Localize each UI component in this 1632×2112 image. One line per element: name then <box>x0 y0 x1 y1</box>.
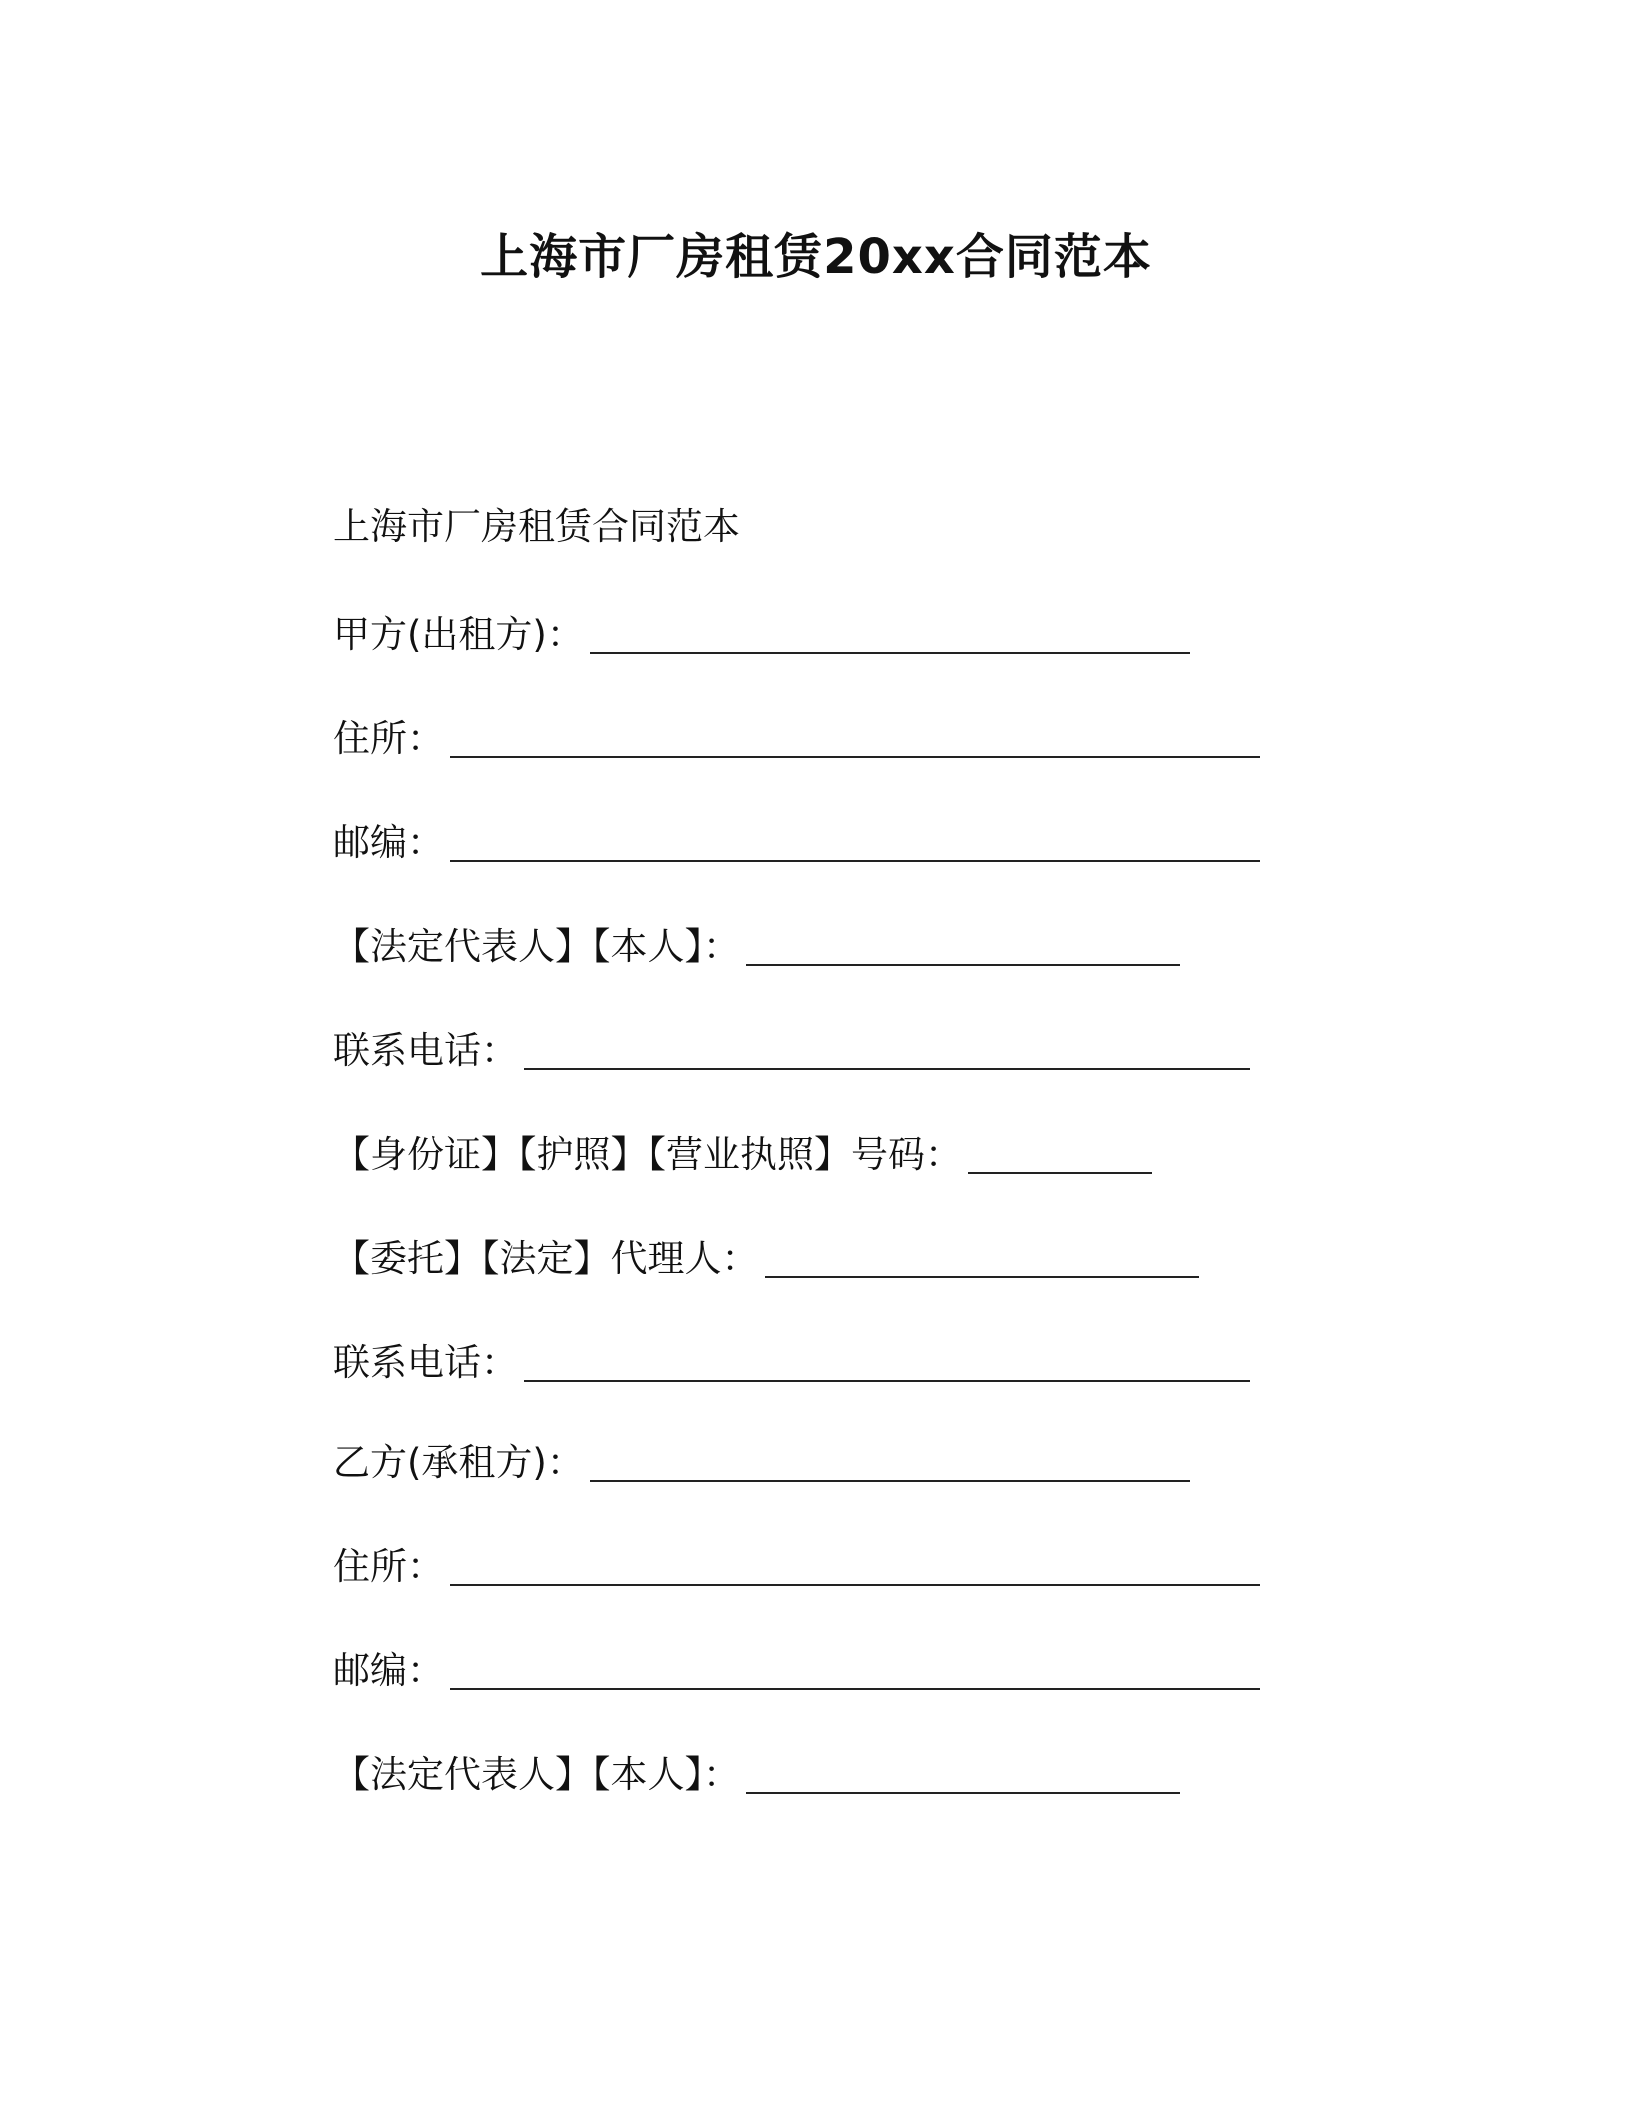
field-agent-phone <box>333 1328 1250 1388</box>
field-label: 【法定代表人】【本人】： <box>333 1753 740 1796</box>
fill-in-blank[interactable] <box>450 1648 1260 1690</box>
field-label: 联系电话： <box>333 1029 518 1072</box>
fill-in-blank[interactable] <box>450 716 1260 758</box>
field-lessor-address <box>333 704 1260 764</box>
field-label: 邮编： <box>333 1649 444 1692</box>
field-label: 甲方(出租方)： <box>333 613 584 656</box>
fill-in-blank[interactable] <box>524 1028 1250 1070</box>
fill-in-blank[interactable] <box>765 1236 1199 1278</box>
fill-in-blank[interactable] <box>450 1544 1260 1586</box>
field-label: 【委托】【法定】代理人： <box>333 1237 759 1280</box>
field-lessor-agent <box>333 1224 1199 1284</box>
field-lessor-postcode <box>333 808 1260 868</box>
field-label: 邮编： <box>333 821 444 864</box>
fill-in-blank[interactable] <box>746 1752 1180 1794</box>
field-lessor-name <box>333 600 1190 660</box>
field-label: 联系电话： <box>333 1341 518 1384</box>
field-lessee-name <box>333 1428 1190 1488</box>
field-label: 住所： <box>333 717 444 760</box>
fill-in-blank[interactable] <box>590 1440 1190 1482</box>
field-lessee-postcode <box>333 1636 1260 1696</box>
document-title: 上海市厂房租赁20xx合同范本 <box>480 229 1152 285</box>
field-lessor-representative <box>333 912 1180 972</box>
field-lessor-phone <box>333 1016 1250 1076</box>
field-lessee-address <box>333 1532 1260 1592</box>
document-subtitle: 上海市厂房租赁合同范本 <box>333 505 740 548</box>
fill-in-blank[interactable] <box>590 612 1190 654</box>
fill-in-blank[interactable] <box>450 820 1260 862</box>
fill-in-blank[interactable] <box>968 1132 1152 1174</box>
field-lessee-representative <box>333 1740 1180 1800</box>
field-label: 【身份证】【护照】【营业执照】号码： <box>333 1133 962 1176</box>
field-label: 住所： <box>333 1545 444 1588</box>
field-lessor-id-number <box>333 1120 1152 1180</box>
field-label: 乙方(承租方)： <box>333 1441 584 1484</box>
fill-in-blank[interactable] <box>524 1340 1250 1382</box>
fill-in-blank[interactable] <box>746 924 1180 966</box>
field-label: 【法定代表人】【本人】： <box>333 925 740 968</box>
